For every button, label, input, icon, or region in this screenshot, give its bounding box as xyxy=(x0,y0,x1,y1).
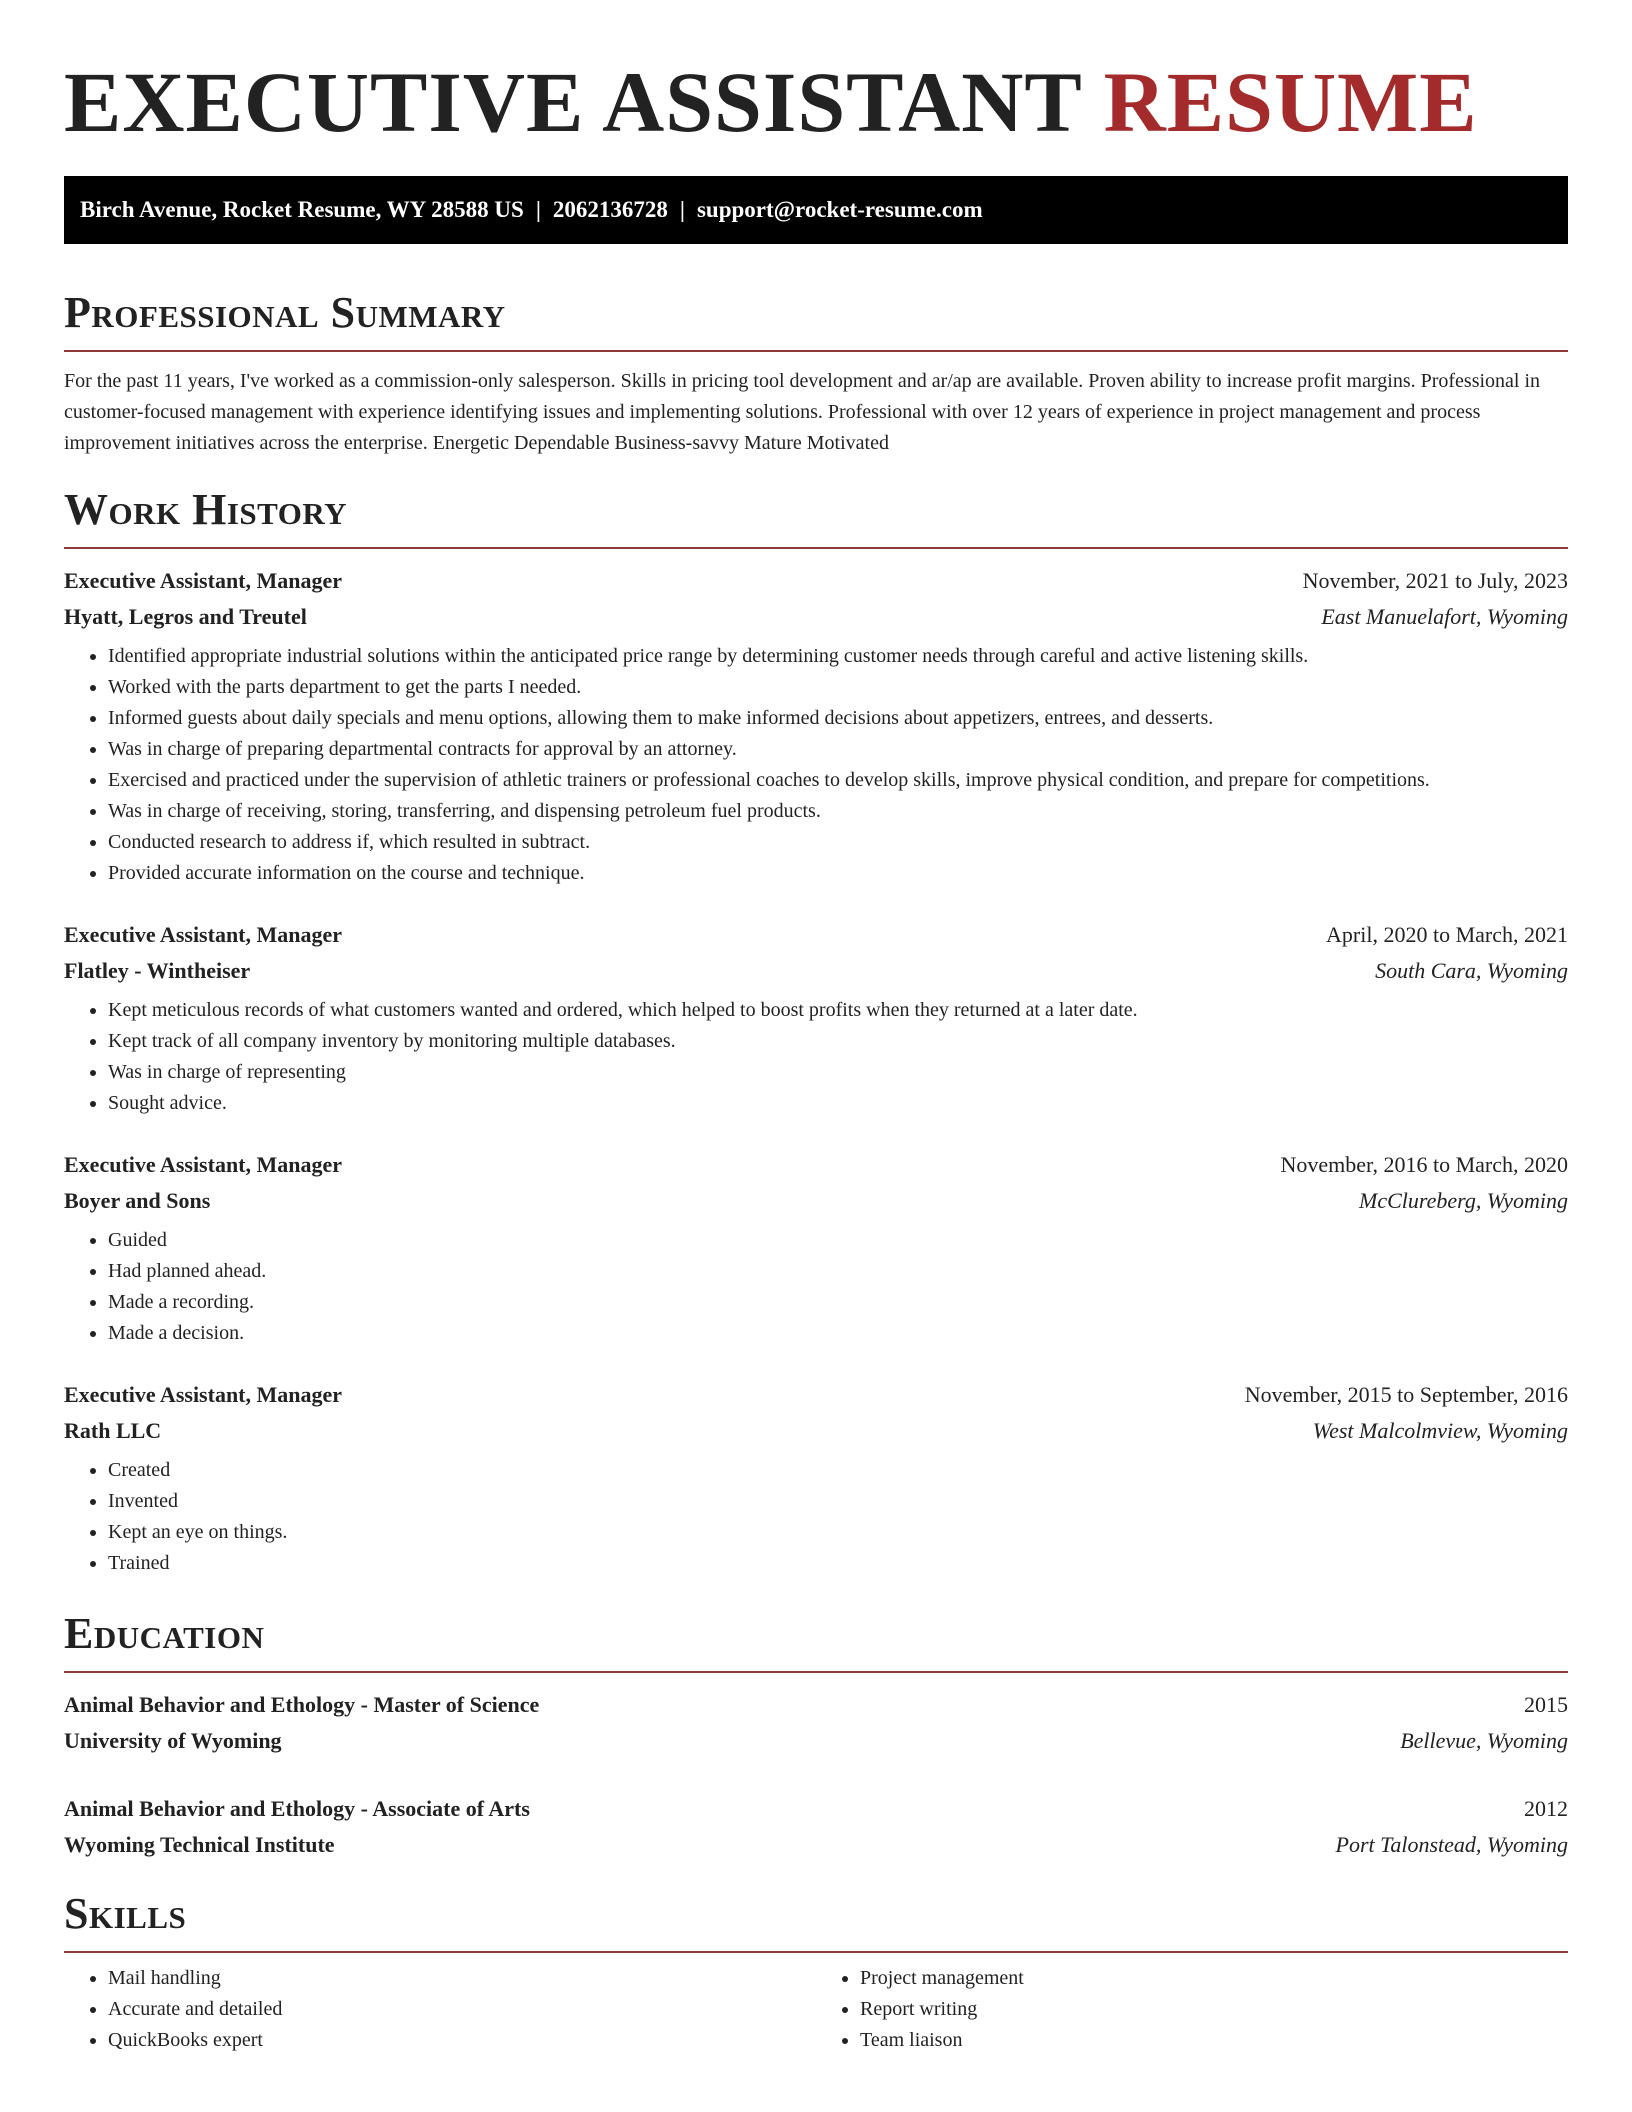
contact-separator: | xyxy=(679,197,685,222)
job-bullet: • Was in charge of representing xyxy=(108,1057,1568,1088)
skills-list-left xyxy=(64,1963,816,2056)
job-bullet: • Sought advice. xyxy=(108,1088,1568,1119)
job-bullet: • Conducted research to address if, which resulted in subtract. xyxy=(108,827,1568,858)
job-location: South Cara, Wyoming xyxy=(1375,958,1568,983)
job-bullet: • Informed guests about daily specials and menu options, allowing them to make informed decisions about appetizers, entrees, and desserts. xyxy=(108,703,1568,734)
job-title: Executive Assistant, Manager xyxy=(64,1152,343,1177)
contact-bar xyxy=(64,176,1568,244)
title-accent: RESUME xyxy=(1103,54,1478,150)
contact-email[interactable]: support@rocket-resume.com xyxy=(696,197,983,222)
contact-separator: | xyxy=(535,197,541,222)
school-location: Bellevue, Wyoming xyxy=(1400,1728,1568,1753)
job-title: Executive Assistant, Manager xyxy=(64,922,343,947)
job-dates: November, 2021 to July, 2023 xyxy=(1302,568,1568,593)
job-bullets xyxy=(64,1225,1568,1349)
skill-item: • QuickBooks expert xyxy=(108,2025,816,2056)
degree-year: 2015 xyxy=(1524,1692,1568,1717)
section-heading: Skills xyxy=(64,1889,187,1938)
school-name: Wyoming Technical Institute xyxy=(64,1832,335,1857)
resume-page xyxy=(64,0,1568,2056)
job-bullet: • Worked with the parts department to get the parts I needed. xyxy=(108,672,1568,703)
job-entry xyxy=(64,917,1568,1119)
section-heading: Professional Summary xyxy=(64,288,506,337)
job-bullet: • Kept track of all company inventory by monitoring multiple databases. xyxy=(108,1026,1568,1057)
work-history-section xyxy=(64,485,1568,1579)
job-bullet: • Was in charge of preparing departmental contracts for approval by an attorney. xyxy=(108,734,1568,765)
section-divider xyxy=(64,350,1568,352)
job-location: West Malcolmview, Wyoming xyxy=(1312,1418,1568,1443)
skill-item: • Accurate and detailed xyxy=(108,1994,816,2025)
job-bullet: • Made a decision. xyxy=(108,1318,1568,1349)
skills-columns xyxy=(64,1963,1568,2056)
school-name: University of Wyoming xyxy=(64,1728,282,1753)
section-heading: Work History xyxy=(64,485,348,534)
education-section xyxy=(64,1609,1568,1863)
school-location: Port Talonstead, Wyoming xyxy=(1335,1832,1568,1857)
education-entry xyxy=(64,1791,1568,1863)
summary-text: For the past 11 years, I've worked as a commission-only salesperson. Skills in pricing tool development and ar/ap are available. Proven ability to increase profit margins. Professional in customer-focused management with experience identifying issues and implementing solutions. Professional with over 12 years of experience in project management and process improvement initiatives across the enterprise. Energetic Dependable Business-savvy Mature Motivated xyxy=(64,370,1541,454)
skill-item: • Report writing xyxy=(860,1994,1568,2025)
degree-name: Animal Behavior and Ethology - Associate of Arts xyxy=(64,1796,530,1821)
section-divider xyxy=(64,1951,1568,1953)
job-bullet: • Created xyxy=(108,1455,1568,1486)
job-dates: November, 2015 to September, 2016 xyxy=(1244,1382,1568,1407)
job-bullet: • Kept an eye on things. xyxy=(108,1517,1568,1548)
skill-item: • Team liaison xyxy=(860,2025,1568,2056)
job-bullet: • Invented xyxy=(108,1486,1568,1517)
job-dates: November, 2016 to March, 2020 xyxy=(1280,1152,1568,1177)
section-heading: Education xyxy=(64,1609,265,1658)
job-entry xyxy=(64,1377,1568,1579)
degree-name: Animal Behavior and Ethology - Master of Science xyxy=(64,1692,540,1717)
job-entry xyxy=(64,563,1568,889)
skills-list-right xyxy=(816,1963,1568,2056)
job-bullet: • Was in charge of receiving, storing, transferring, and dispensing petroleum fuel products. xyxy=(108,796,1568,827)
job-bullet: • Provided accurate information on the course and technique. xyxy=(108,858,1568,889)
skill-item: • Project management xyxy=(860,1963,1568,1994)
job-bullets xyxy=(64,1455,1568,1579)
job-bullet: • Identified appropriate industrial solutions within the anticipated price range by determining customer needs through careful and active listening skills. xyxy=(108,641,1568,672)
job-dates: April, 2020 to March, 2021 xyxy=(1326,922,1568,947)
contact-phone: 2062136728 xyxy=(552,197,668,222)
summary-section xyxy=(64,288,1568,459)
job-bullet: • Guided xyxy=(108,1225,1568,1256)
job-bullet: • Kept meticulous records of what customers wanted and ordered, which helped to boost profits when they returned at a later date. xyxy=(108,995,1568,1026)
contact-address: Birch Avenue, Rocket Resume, WY 28588 US xyxy=(80,197,524,222)
section-divider xyxy=(64,547,1568,549)
job-company: Flatley - Wintheiser xyxy=(64,958,251,983)
job-location: McClureberg, Wyoming xyxy=(1359,1188,1568,1213)
job-title: Executive Assistant, Manager xyxy=(64,568,343,593)
job-company: Hyatt, Legros and Treutel xyxy=(64,604,307,629)
resume-title xyxy=(64,0,1568,152)
degree-year: 2012 xyxy=(1524,1796,1568,1821)
job-bullets xyxy=(64,995,1568,1119)
job-bullet: • Trained xyxy=(108,1548,1568,1579)
skills-section xyxy=(64,1889,1568,2056)
job-title: Executive Assistant, Manager xyxy=(64,1382,343,1407)
skill-item: • Mail handling xyxy=(108,1963,816,1994)
job-company: Rath LLC xyxy=(64,1418,162,1443)
title-main: EXECUTIVE ASSISTANT xyxy=(64,54,1082,150)
job-bullet: • Made a recording. xyxy=(108,1287,1568,1318)
section-divider xyxy=(64,1671,1568,1673)
job-company: Boyer and Sons xyxy=(64,1188,211,1213)
job-bullet: • Exercised and practiced under the supervision of athletic trainers or professional coaches to develop skills, improve physical condition, and prepare for competitions. xyxy=(108,765,1568,796)
job-bullets xyxy=(64,641,1568,889)
job-location: East Manuelafort, Wyoming xyxy=(1321,604,1568,629)
education-entry xyxy=(64,1687,1568,1759)
job-bullet: • Had planned ahead. xyxy=(108,1256,1568,1287)
job-entry xyxy=(64,1147,1568,1349)
